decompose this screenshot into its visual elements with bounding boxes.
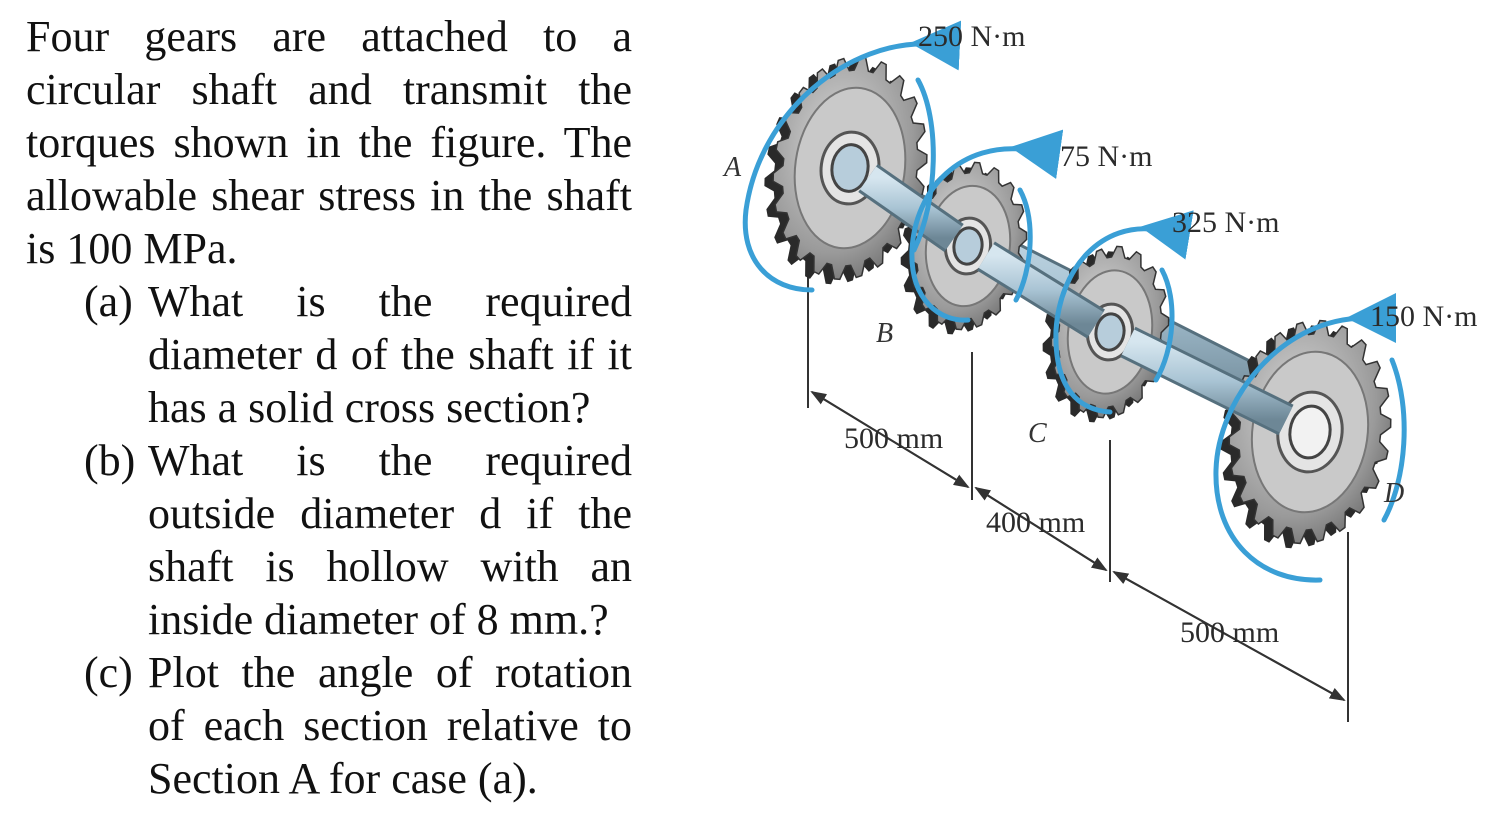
gear-a-label: A bbox=[724, 152, 742, 183]
part-a-text: What is the required diameter d of the shaft if it has a solid cross section? bbox=[148, 277, 632, 432]
gear-b-label: B bbox=[876, 318, 894, 349]
part-b-text: What is the required outside diameter d if the shaft is hollow with an inside diameter of 8 mm.? bbox=[148, 436, 632, 644]
problem-statement bbox=[26, 10, 632, 805]
gear-d-label: D bbox=[1384, 478, 1405, 509]
problem-parts bbox=[26, 275, 632, 805]
gear-c-label: C bbox=[1028, 418, 1047, 449]
torque-a-label: 250 N·m bbox=[918, 20, 1026, 53]
problem-intro: Four gears are attached to a circular shaft and transmit the torques shown in the figure. The allowable shear stress in the shaft is 100 MPa. bbox=[26, 12, 632, 273]
shaft-diagram bbox=[700, 0, 1498, 840]
torque-d-label: 150 N·m bbox=[1370, 300, 1478, 333]
dimension-bc-label: 400 mm bbox=[986, 506, 1086, 539]
dimension-ab-label: 500 mm bbox=[844, 422, 944, 455]
part-c-label: (c) bbox=[84, 648, 133, 697]
part-b-label: (b) bbox=[84, 436, 136, 485]
torque-b-label: 75 N·m bbox=[1060, 140, 1153, 173]
part-a bbox=[84, 275, 632, 434]
part-b bbox=[84, 434, 632, 646]
part-c bbox=[84, 646, 632, 805]
part-c-text: Plot the angle of rotation of each section relative to Section A for case (a). bbox=[148, 648, 632, 803]
part-a-label: (a) bbox=[84, 277, 133, 326]
gear-d bbox=[1207, 309, 1405, 560]
shaft-figure bbox=[700, 0, 1498, 840]
torque-c-label: 325 N·m bbox=[1172, 206, 1280, 239]
dimension-cd-label: 500 mm bbox=[1180, 616, 1280, 649]
